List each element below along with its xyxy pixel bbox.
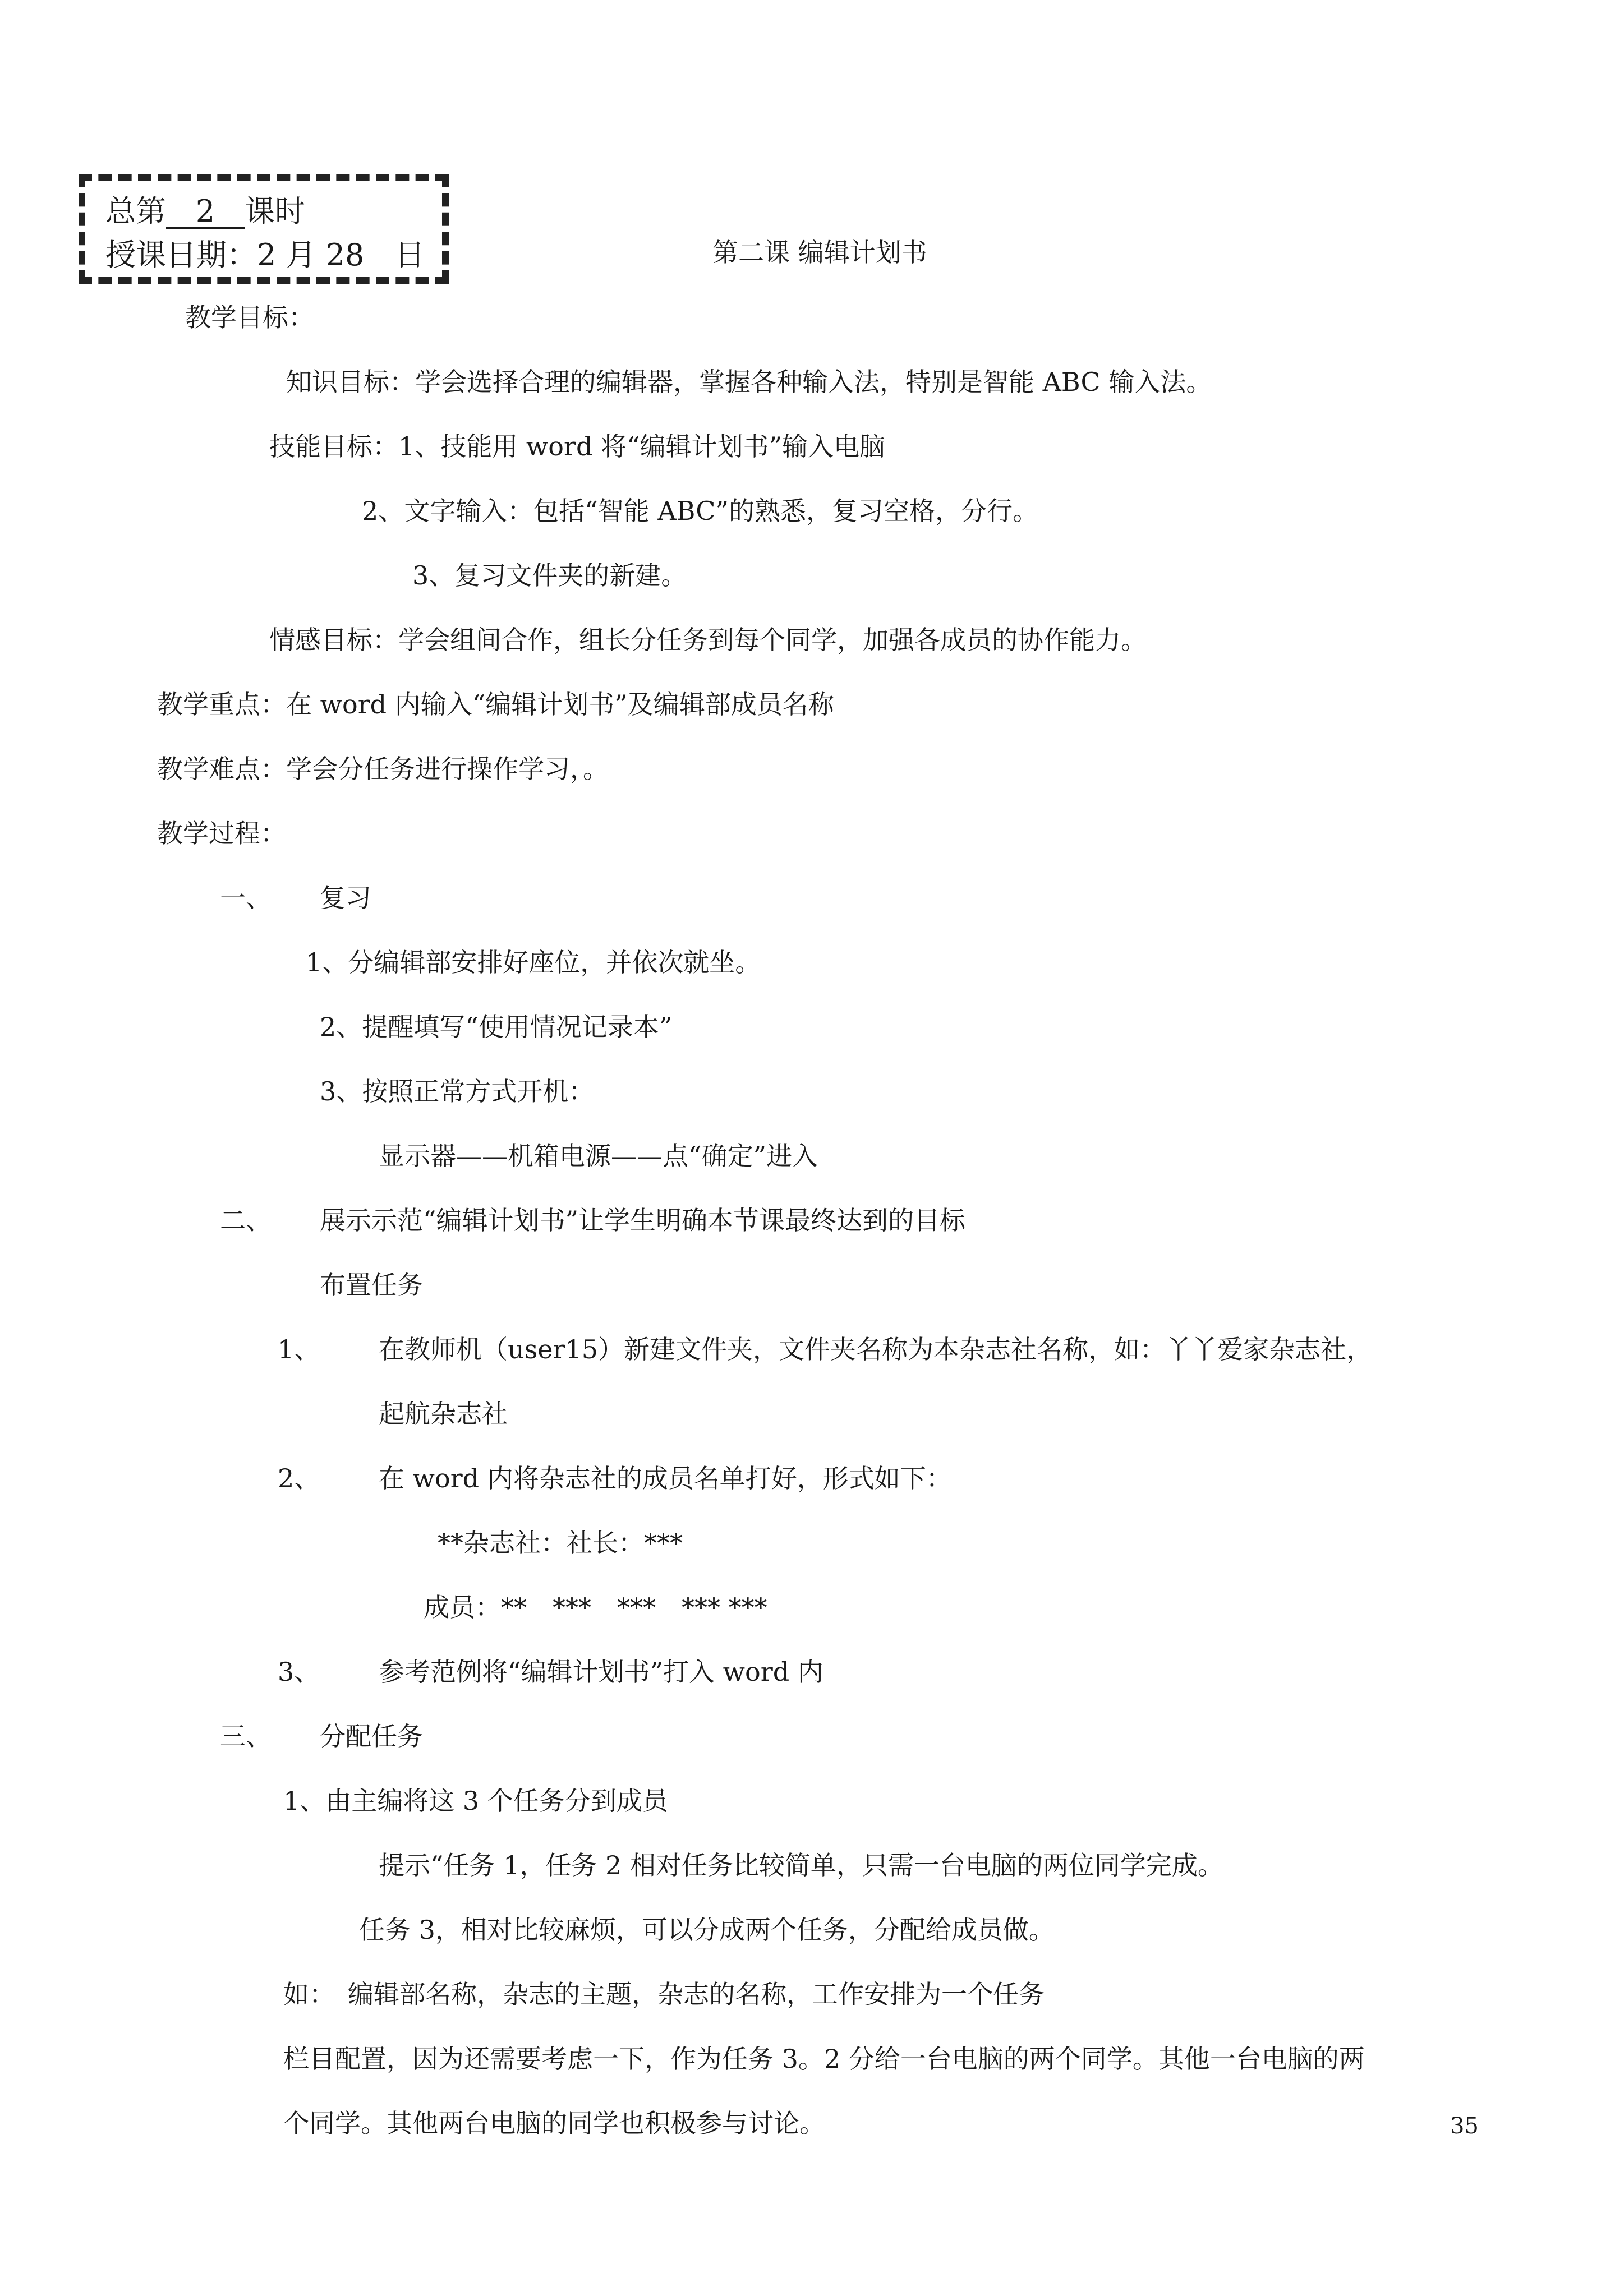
section-2-marker: 二、 [220, 1205, 272, 1235]
lesson-count-line [105, 193, 305, 230]
lesson-count-suffix: 课时 [245, 193, 305, 229]
emotion-goal: 情感目标：学会组间合作，组长分任务到每个同学，加强各成员的协作能力。 [269, 625, 1147, 655]
review-item-2: 2、提醒填写“使用情况记录本” [320, 1012, 673, 1042]
task-2-marker: 2、 [278, 1463, 320, 1493]
review-item-1: 1、分编辑部安排好座位，并依次就坐。 [306, 947, 761, 978]
section-2-title: 展示示范“编辑计划书”让学生明确本节课最终达到的目标 [320, 1205, 966, 1235]
review-item-3: 3、按照正常方式开机： [320, 1076, 595, 1106]
skill-goal-3: 3、复习文件夹的新建。 [412, 560, 687, 591]
boot-sequence: 显示器——机箱电源——点“确定”进入 [379, 1141, 818, 1171]
lesson-date: 授课日期：2 月 28 日 [105, 237, 425, 273]
goals-heading: 教学目标： [185, 302, 314, 333]
process-heading: 教学过程： [157, 818, 286, 849]
task-1-line-1: 在教师机（user15）新建文件夹，文件夹名称为本杂志社名称，如：丫丫爱家杂志社， [379, 1334, 1372, 1364]
skill-goal-1: 技能目标：1、技能用 word 将“编辑计划书”输入电脑 [269, 431, 886, 462]
task-3-marker: 3、 [278, 1657, 320, 1687]
knowledge-goal: 知识目标：学会选择合理的编辑器，掌握各种输入法，特别是智能 ABC 输入法。 [286, 367, 1212, 397]
task-1-marker: 1、 [278, 1334, 320, 1364]
distribute-line: 1、由主编将这 3 个任务分到成员 [283, 1786, 668, 1816]
hint-line-2: 任务 3，相对比较麻烦，可以分成两个任务，分配给成员做。 [359, 1915, 1055, 1945]
example-line-1: 如： 编辑部名称，杂志的主题，杂志的名称，工作安排为一个任务 [283, 1979, 1045, 2009]
section-3-title: 分配任务 [320, 1721, 423, 1751]
skill-goal-2: 2、文字输入：包括“智能 ABC”的熟悉，复习空格，分行。 [362, 496, 1038, 526]
member-format-line-2: 成员：** *** *** *** *** [424, 1592, 767, 1622]
section-1-marker: 一、 [220, 883, 272, 913]
difficulty: 教学难点：学会分任务进行操作学习，。 [157, 754, 609, 784]
key-point: 教学重点：在 word 内输入“编辑计划书”及编辑部成员名称 [157, 689, 834, 720]
task-3-line-1: 参考范例将“编辑计划书”打入 word 内 [379, 1657, 823, 1687]
member-format-line-1: **杂志社：社长：*** [438, 1528, 683, 1558]
assign-heading: 布置任务 [320, 1270, 423, 1300]
lesson-title: 第二课 编辑计划书 [712, 237, 927, 268]
lesson-count-prefix: 总第 [105, 193, 166, 229]
example-line-3: 个同学。其他两台电脑的同学也积极参与讨论。 [283, 2108, 825, 2138]
lesson-number: 2 [166, 196, 245, 229]
hint-line-1: 提示“任务 1，任务 2 相对任务比较简单，只需一台电脑的两位同学完成。 [379, 1850, 1223, 1880]
example-line-2: 栏目配置，因为还需要考虑一下，作为任务 3。2 分给一台电脑的两个同学。其他一台电脑的两 [283, 2044, 1365, 2074]
task-2-line-1: 在 word 内将杂志社的成员名单打好，形式如下： [379, 1463, 952, 1493]
page-number: 35 [1450, 2113, 1479, 2139]
lesson-header-box [79, 174, 449, 284]
section-3-marker: 三、 [220, 1721, 272, 1751]
section-1-title: 复习 [320, 883, 371, 913]
task-1-line-2: 起航杂志社 [379, 1399, 508, 1429]
